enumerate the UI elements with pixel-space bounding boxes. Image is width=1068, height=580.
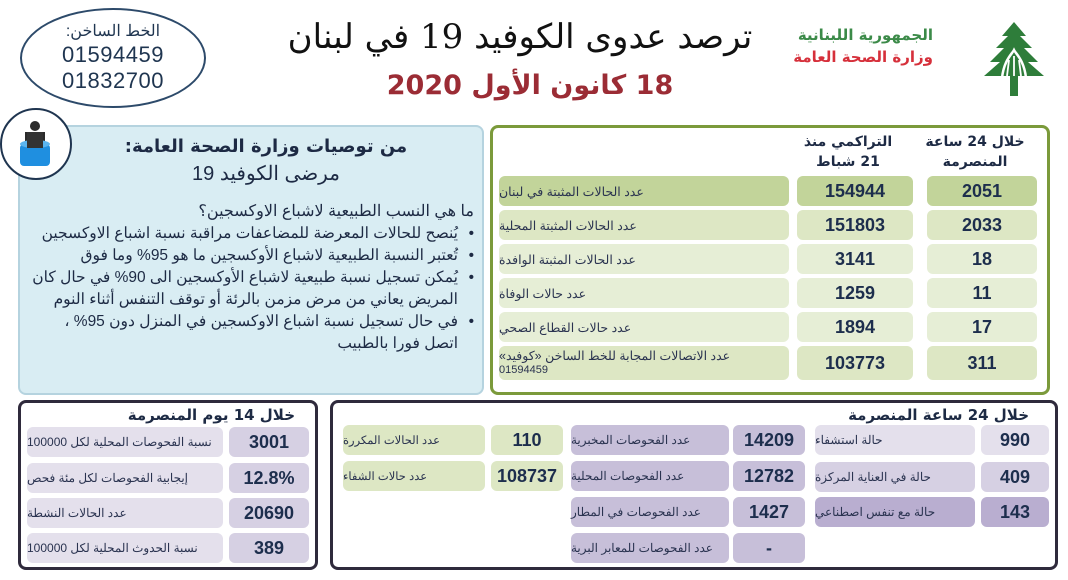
- recommendation-item: • في حال تسجيل نسبة اشباع الاوكسجين في المنزل دون 95% ، اتصل فورا بالطبيب: [28, 311, 474, 355]
- row-label: عدد حالات القطاع الصحي: [499, 312, 789, 342]
- last24h-value: 2033: [927, 210, 1037, 240]
- ministry-name: [793, 24, 933, 68]
- row-value: 389: [229, 533, 309, 563]
- row-label: عدد الفحوصات المخبرية: [571, 425, 729, 455]
- row-label: عدد الحالات المثبتة المحلية: [499, 210, 789, 240]
- column-header-24h: خلال 24 ساعة المنصرمة: [925, 134, 1025, 170]
- cumulative-value: 151803: [797, 210, 913, 240]
- row-label: عدد الفحوصات المحلية: [571, 461, 729, 491]
- last24h-value: 2051: [927, 176, 1037, 206]
- recommendation-item: • تُعتبر النسبة الطبيعية لاشباع الأوكسجين ما هو 95% وما فوق: [28, 245, 474, 267]
- ministry-label: وزارة الصحة العامة: [793, 48, 933, 66]
- row-label-text: عدد الاتصالات المجابة للخط الساخن «كوفيد»: [499, 349, 731, 363]
- cumulative-value: 1259: [797, 278, 913, 308]
- last24h-value: 17: [927, 312, 1037, 342]
- row-label-hotline: 01594459: [499, 364, 548, 376]
- table-row: [499, 244, 1041, 274]
- row-label: [499, 346, 789, 380]
- table-row: [499, 210, 1041, 240]
- row-value: 110: [491, 425, 563, 455]
- table-row: [499, 346, 1041, 380]
- table-row: [815, 425, 1051, 455]
- table-row: [27, 463, 309, 493]
- row-label: حالة استشفاء: [815, 425, 975, 455]
- recommendation-item: • يُمكن تسجيل نسبة طبيعية لاشباع الأوكسجين الى 90% في حال كان المريض يعاني من مرض مزمن بالرئة أو توقف التنفس أثناء النوم: [28, 267, 474, 311]
- row-label: عدد الحالات المثبتة في لبنان: [499, 176, 789, 206]
- oxygen-question: ما هي النسب الطبيعية لاشباع الاوكسجين؟: [198, 203, 474, 220]
- table-row: [815, 462, 1051, 492]
- row-value: 108737: [491, 461, 563, 491]
- hotline-number-1[interactable]: 01594459: [62, 42, 164, 67]
- row-label: عدد حالات الوفاة: [499, 278, 789, 308]
- table-row: [27, 427, 309, 457]
- row-label: حالة مع تنفس اصطناعي: [815, 497, 975, 527]
- row-value: 12782: [733, 461, 805, 491]
- recommendation-item: • يُنصح للحالات المعرضة للمضاعفات مراقبة نسبة اشباع الاوكسجين: [28, 223, 474, 245]
- cumulative-value: 3141: [797, 244, 913, 274]
- last-14-days-panel: [18, 400, 318, 570]
- row-value: -: [733, 533, 805, 563]
- table-row: [571, 533, 805, 563]
- table-row: [571, 461, 805, 491]
- table-row: [571, 425, 805, 455]
- row-value: 1427: [733, 497, 805, 527]
- last24h-value: 311: [927, 346, 1037, 380]
- person-oximeter-icon: [0, 108, 72, 180]
- row-label: عدد حالات الشفاء: [343, 461, 485, 491]
- report-date: 18 كانون الأول 2020: [386, 70, 674, 101]
- hotline-label: الخط الساخن:: [65, 23, 161, 40]
- cases-summary-panel: [490, 125, 1050, 395]
- table-row: [343, 425, 563, 455]
- row-label: نسبة الفحوصات المحلية لكل 100000: [27, 427, 223, 457]
- recommendations-title: من توصيات وزارة الصحة العامة:: [124, 136, 408, 157]
- table-row: [343, 461, 563, 491]
- recommendations-list: [28, 223, 474, 355]
- row-value: 3001: [229, 427, 309, 457]
- last24h-value: 11: [927, 278, 1037, 308]
- panel-heading: خلال 24 ساعة المنصرمة: [848, 406, 1029, 424]
- cumulative-value: 1894: [797, 312, 913, 342]
- table-row: [27, 533, 309, 563]
- row-value: 14209: [733, 425, 805, 455]
- row-label: عدد الحالات النشطة: [27, 498, 223, 528]
- row-label: عدد الفحوصات في المطار: [571, 497, 729, 527]
- table-row: [499, 312, 1041, 342]
- table-row: [571, 497, 805, 527]
- row-label: عدد الحالات المكررة: [343, 425, 485, 455]
- panel-heading: خلال 14 يوم المنصرمة: [127, 406, 295, 424]
- row-label: نسبة الحدوث المحلية لكل 100000: [27, 533, 223, 563]
- table-row: [499, 176, 1041, 206]
- recommendations-panel: [18, 125, 484, 395]
- row-value: 20690: [229, 498, 309, 528]
- row-label: إيجابية الفحوصات لكل مئة فحص: [27, 463, 223, 493]
- recommendations-subtitle: مرضى الكوفيد 19: [192, 163, 340, 185]
- row-label: عدد الحالات المثبتة الوافدة: [499, 244, 789, 274]
- cedar-tree-logo-icon: [974, 20, 1054, 100]
- row-label: عدد الفحوصات للمعابر البرية: [571, 533, 729, 563]
- cumulative-value: 103773: [797, 346, 913, 380]
- last24h-value: 18: [927, 244, 1037, 274]
- page-title: ترصد عدوى الكوفيد 19 في لبنان: [287, 17, 753, 57]
- row-value: 12.8%: [229, 463, 309, 493]
- table-row: [815, 497, 1051, 527]
- hotline-badge: [20, 8, 206, 108]
- table-row: [499, 278, 1041, 308]
- last-24-hours-panel: [330, 400, 1058, 570]
- row-value: 409: [981, 462, 1049, 492]
- cumulative-value: 154944: [797, 176, 913, 206]
- republic-label: الجمهورية اللبنانية: [797, 26, 933, 44]
- row-value: 143: [981, 497, 1049, 527]
- row-value: 990: [981, 425, 1049, 455]
- hotline-number-2[interactable]: 01832700: [62, 68, 164, 93]
- table-row: [27, 498, 309, 528]
- row-label: حالة في العناية المركزة: [815, 462, 975, 492]
- column-header-cumulative: التراكمي منذ 21 شباط: [803, 134, 893, 170]
